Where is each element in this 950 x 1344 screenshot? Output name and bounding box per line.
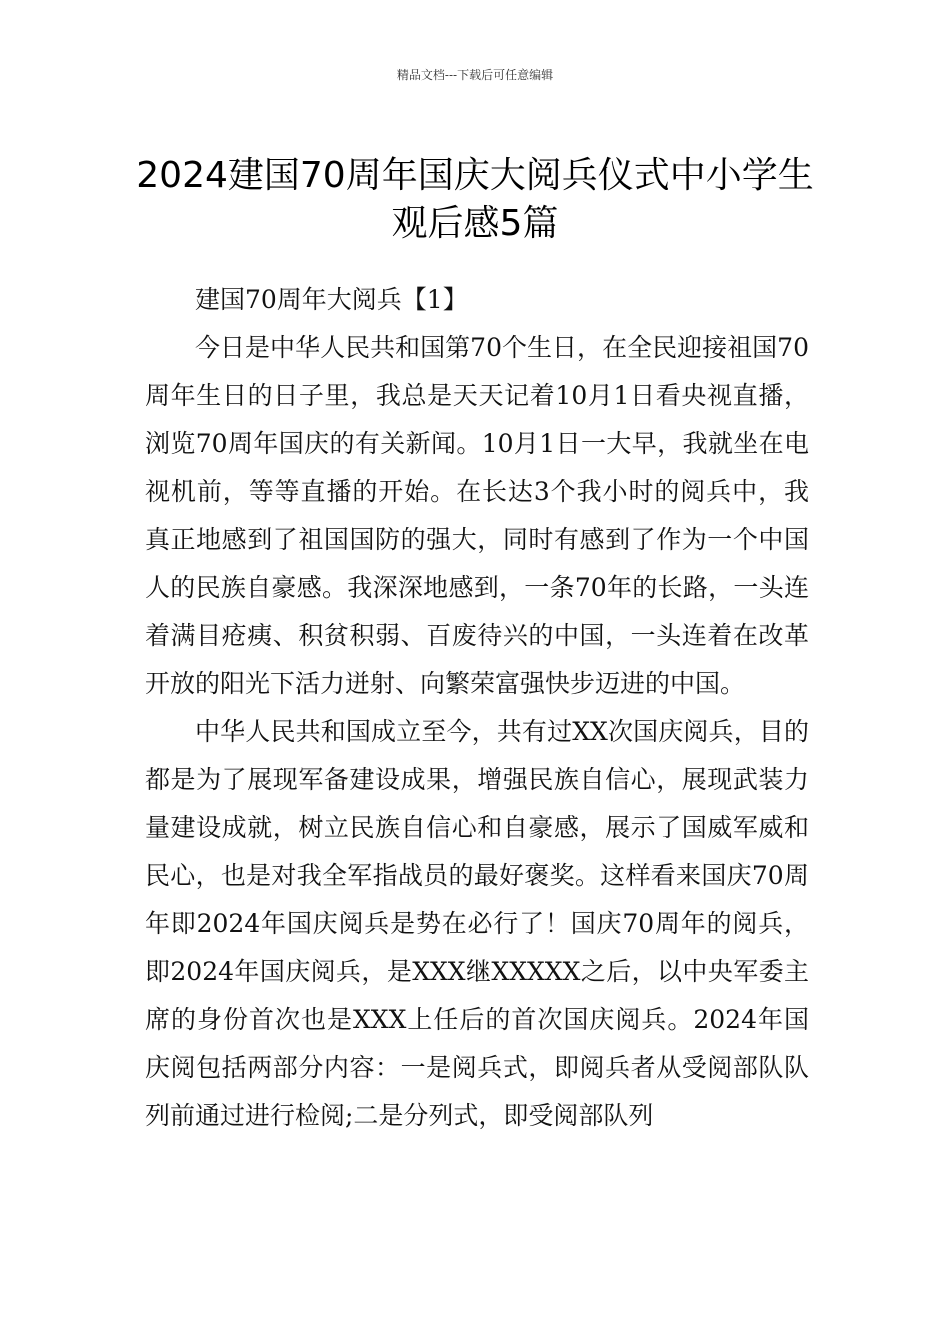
- document-body: [145, 276, 809, 1140]
- document-title: 2024建国70周年国庆大阅兵仪式中小学生观后感5篇: [136, 155, 814, 245]
- header-note: 精品文档---下载后可任意编辑: [396, 68, 554, 82]
- section-heading: 建国70周年大阅兵【1】: [195, 285, 468, 314]
- paragraph-1: 今日是中华人民共和国第70个生日，在全民迎接祖国70周年生日的日子里，我总是天天记着10月1日看央视直播，浏览70周年国庆的有关新闻。10月1日一大早，我就坐在电视机前，等等直播的开始。在长达3个我小时的阅兵中，我真正地感到了祖国国防的强大，同时有感到了作为一个中国人的民族自豪感。我深深地感到，一条70年的长路，一头连着满目疮痍、积贫积弱、百废待兴的中国，一头连着在改革开放的阳光下活力迸射、向繁荣富强快步迈进的中国。: [145, 333, 809, 698]
- paragraph-2: 中华人民共和国成立至今，共有过XX次国庆阅兵，目的都是为了展现军备建设成果，增强民族自信心，展现武装力量建设成就，树立民族自信心和自豪感，展示了国威军威和民心，也是对我全军指战员的最好褒奖。这样看来国庆70周年即2024年国庆阅兵是势在必行了！国庆70周年的阅兵，即2024年国庆阅兵，是XXX继XXXXX之后，以中央军委主席的身份首次也是XXX上任后的首次国庆阅兵。2024年国庆阅包括两部分内容：一是阅兵式，即阅兵者从受阅部队队列前通过进行检阅;二是分列式，即受阅部队列: [145, 717, 809, 1130]
